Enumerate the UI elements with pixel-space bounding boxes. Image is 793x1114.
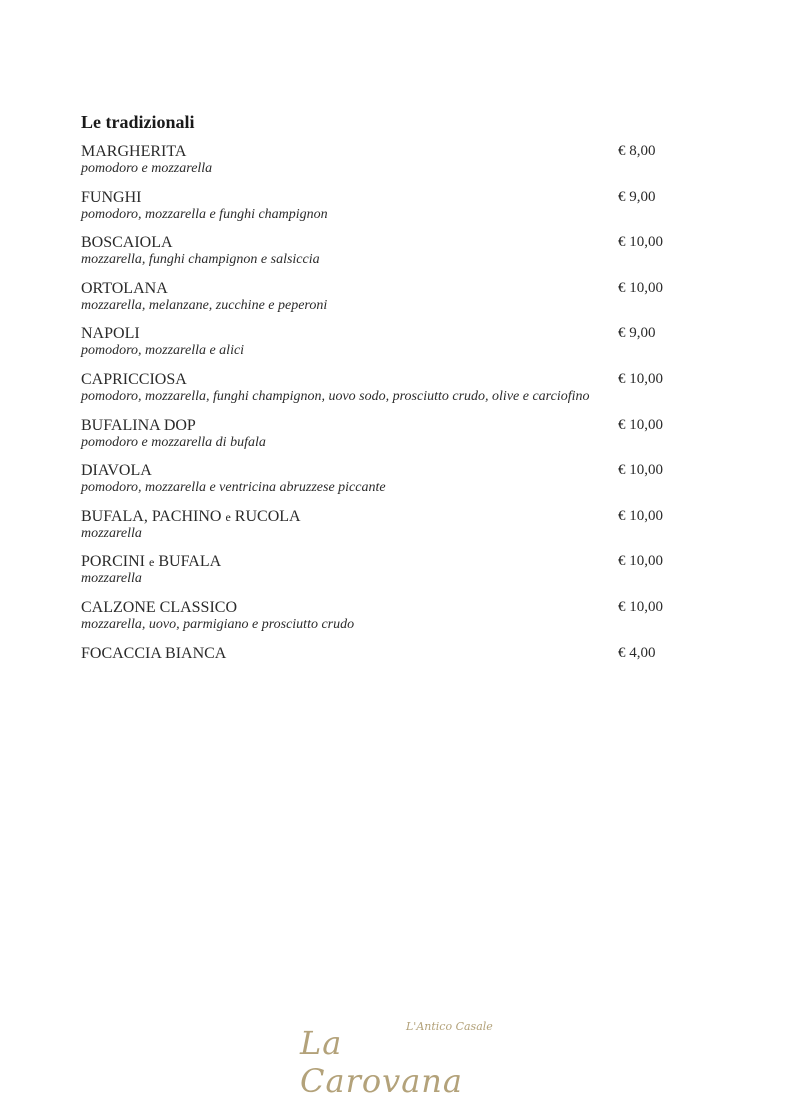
- item-description: pomodoro e mozzarella di bufala: [81, 434, 266, 450]
- item-price: € 10,00: [618, 234, 663, 251]
- item-price: € 10,00: [618, 370, 663, 387]
- item-description: mozzarella: [81, 571, 142, 587]
- restaurant-logo: [296, 1018, 496, 1100]
- section-title: Le tradizionali: [81, 112, 195, 132]
- item-name: CAPRICCIOSA: [81, 370, 187, 388]
- item-price: € 10,00: [618, 507, 663, 524]
- item-description: pomodoro, mozzarella e funghi champignon: [81, 206, 328, 222]
- item-price: € 9,00: [618, 188, 656, 205]
- item-price: € 10,00: [618, 598, 663, 615]
- menu-item-bufalina-dop: [81, 417, 681, 463]
- item-name: MARGHERITA: [81, 143, 187, 160]
- item-name: BUFALINA DOP: [81, 416, 196, 434]
- item-description: pomodoro, mozzarella e alici: [81, 343, 245, 359]
- item-price: € 10,00: [618, 553, 663, 570]
- item-price: € 10,00: [618, 462, 663, 479]
- item-description: pomodoro, mozzarella, funghi champignon, uovo sodo, prosciutto crudo, olive e carciofino: [81, 388, 590, 404]
- menu-item-margherita: [81, 143, 681, 189]
- item-price: € 4,00: [618, 644, 656, 661]
- item-name-part: BUFALA: [158, 553, 222, 571]
- menu-item-focaccia-bianca: [81, 645, 681, 691]
- menu-item-calzone-classico: [81, 599, 681, 645]
- item-description: pomodoro e mozzarella: [81, 161, 213, 176]
- menu-item-boscaiola: [81, 234, 681, 280]
- item-name: FOCACCIA BIANCA: [81, 644, 227, 662]
- item-name-join: e: [225, 509, 231, 524]
- item-name-part: BUFALA, PACHINO: [81, 507, 222, 525]
- item-description: mozzarella, melanzane, zucchine e peperoni: [81, 297, 328, 313]
- item-price: € 10,00: [618, 279, 663, 296]
- item-description: pomodoro, mozzarella e ventricina abruzzese piccante: [81, 480, 386, 496]
- menu-item-napoli: [81, 325, 681, 371]
- item-description: mozzarella, uovo, parmigiano e prosciutto crudo: [81, 616, 355, 632]
- menu-item-porcini-bufala: [81, 553, 681, 599]
- item-name: FUNGHI: [81, 188, 142, 206]
- item-name: NAPOLI: [81, 325, 140, 343]
- menu-item-ortolana: [81, 280, 681, 326]
- menu-item-diavola: [81, 462, 681, 508]
- item-description: mozzarella: [81, 525, 142, 541]
- item-price: € 9,00: [618, 325, 656, 342]
- item-name: CALZONE CLASSICO: [81, 598, 238, 616]
- item-price: € 10,00: [618, 416, 663, 433]
- logo-subtitle: L'Antico Casale: [406, 1020, 493, 1033]
- item-name: ORTOLANA: [81, 279, 168, 297]
- item-name: DIAVOLA: [81, 462, 152, 480]
- logo-name: La Carovana: [300, 1024, 463, 1100]
- item-name: BOSCAIOLA: [81, 234, 173, 252]
- menu-list: [81, 143, 681, 690]
- item-name-join: e: [149, 555, 155, 570]
- item-name: [81, 508, 301, 526]
- item-name: [81, 553, 221, 571]
- item-name-part: RUCOLA: [234, 507, 301, 525]
- menu-item-bufala-pachino-rucola: [81, 508, 681, 554]
- item-description: mozzarella, funghi champignon e salsiccia: [81, 252, 320, 268]
- item-price: € 8,00: [618, 143, 656, 159]
- menu-item-funghi: [81, 189, 681, 235]
- menu-item-capricciosa: [81, 371, 681, 417]
- item-name-part: PORCINI: [81, 553, 146, 571]
